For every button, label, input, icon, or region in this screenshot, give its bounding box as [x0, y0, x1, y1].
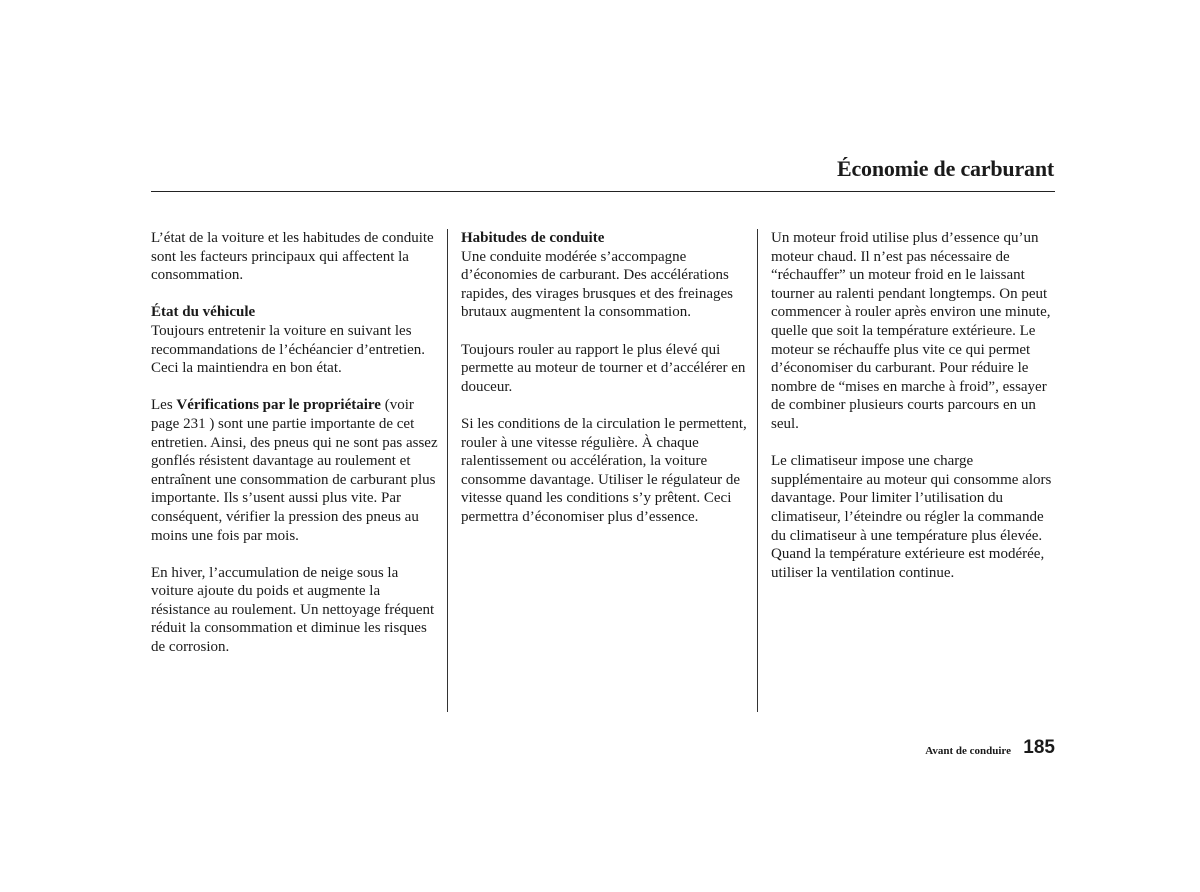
owner-checks-text: (voir page 231 ) sont une partie importante de cet entretien. Ainsi, des pneus qui ne sont pas assez gonflés résistent davantage au roulement et entraînent une consommation de carburant plus importante. Ils s’usent aussi plus vite. Par conséquent, vérifier la pression des pneus au moins une fois par mois.: [151, 397, 438, 544]
vehicle-text: Toujours entretenir la voiture en suivant les recommandations de l’échéancier d’entretien. Ceci la maintiendra en bon état.: [151, 322, 426, 377]
column-divider-1: [447, 229, 448, 712]
owner-checks-bold: Vérifications par le propriétaire: [176, 397, 381, 414]
column-left: [151, 229, 439, 675]
speed-paragraph: Si les conditions de la circulation le permettent, rouler à une vitesse régulière. À chaque ralentissement ou accélération, la voiture consomme davantage. Utiliser le régulateur de vitesse quand les conditions s’y prêtent. Ceci permettra d’économiser plus d’essence.: [461, 415, 747, 525]
owner-checks-lead: Les: [151, 397, 177, 414]
column-divider-2: [757, 229, 758, 712]
driving-habits-text: Une conduite modérée s’accompagne d’économies de carburant. Des accélérations rapides, des virages brusques et des freinages brutaux augmentent la consommation.: [461, 248, 733, 321]
vehicle-section: [151, 303, 439, 377]
column-right: [771, 229, 1061, 601]
owner-checks-paragraph: [151, 396, 439, 545]
intro-paragraph: L’état de la voiture et les habitudes de conduite sont les facteurs principaux qui affectent la consommation.: [151, 230, 434, 284]
winter-paragraph: En hiver, l’accumulation de neige sous la voiture ajoute du poids et augmente la résistance au roulement. Un nettoyage fréquent réduit la consommation et diminue les risques de corrosion.: [151, 564, 435, 656]
column-middle: [461, 229, 751, 545]
title-divider: [151, 191, 1055, 192]
footer-section-label: Avant de conduire: [925, 745, 1011, 757]
page-number: 185: [1023, 737, 1055, 758]
cold-engine-paragraph: Un moteur froid utilise plus d’essence qu’un moteur chaud. Il n’est pas nécessaire de “réchauffer” un moteur froid en le laissant tourner au ralenti pendant longtemps. On peut commencer à rouler après environ une minute, quelle que soit la température extérieure. Le moteur se réchauffe plus vite ce qui permet d’économiser du carburant. Pour réduire le nombre de “mises en marche à froid”, essayer de combiner plusieurs courts parcours en un seul.: [771, 230, 1051, 432]
driving-habits-heading: Habitudes de conduite: [461, 230, 605, 246]
page-title: Économie de carburant: [836, 156, 1054, 181]
air-conditioning-paragraph: Le climatiseur impose une charge supplémentaire au moteur qui consomme alors davantage. Pour limiter l’utilisation du climatiseur, l’éteindre ou régler la commande du climatiseur à une température plus élevée. Quand la température extérieure est modérée, utiliser la ventilation continue.: [771, 453, 1052, 581]
gear-paragraph: Toujours rouler au rapport le plus élevé qui permette au moteur de tourner et d’accélérer en douceur.: [461, 341, 746, 395]
vehicle-heading: État du véhicule: [151, 304, 256, 321]
driving-habits-section: [461, 229, 751, 322]
